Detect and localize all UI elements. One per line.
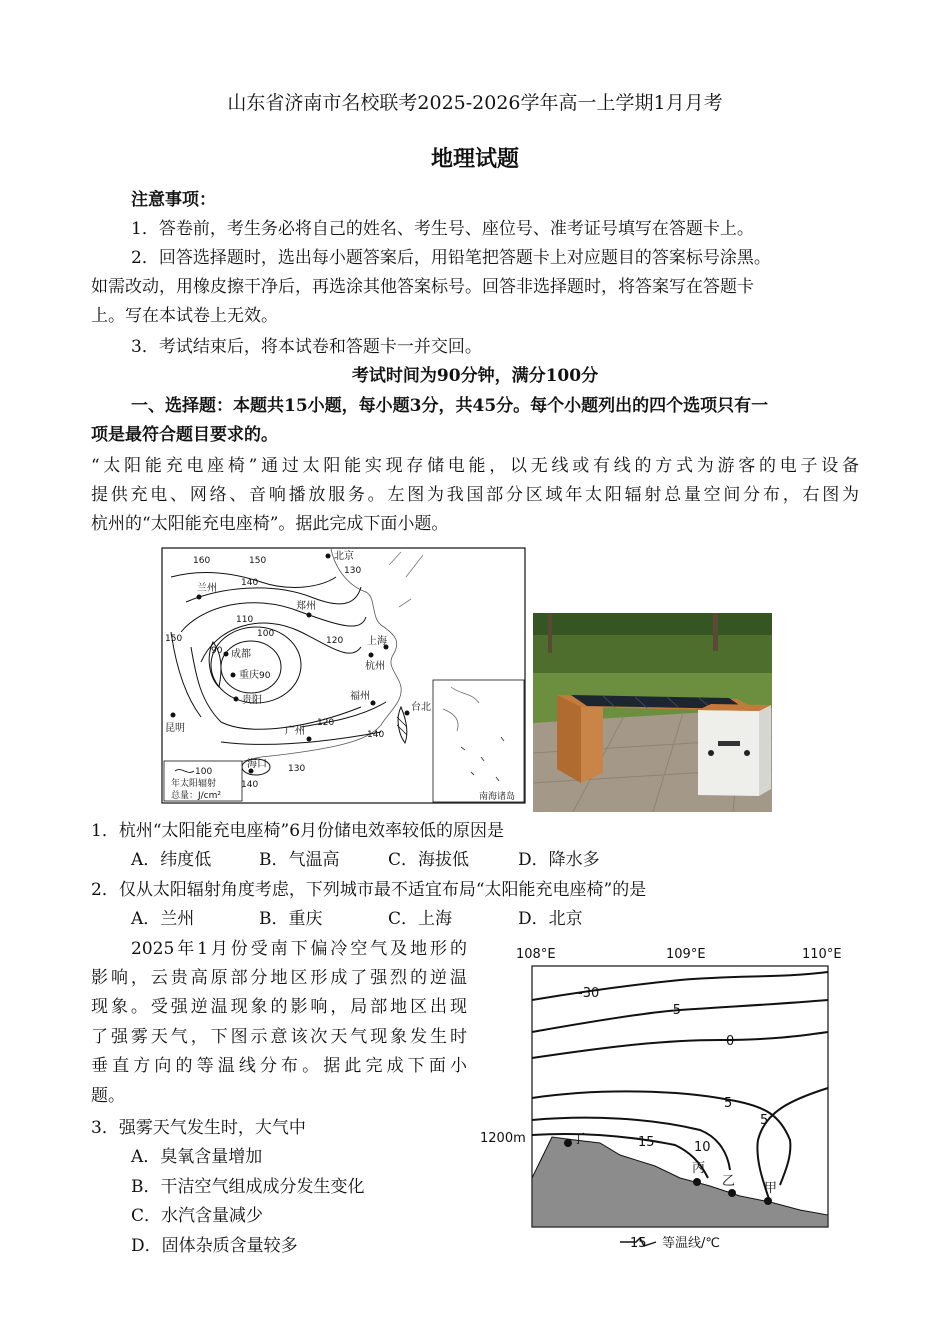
contour-130b: 130 bbox=[288, 764, 306, 774]
city-shanghai: 上海 bbox=[367, 636, 387, 647]
q2-option-b[interactable]: B．重庆 bbox=[259, 909, 323, 929]
city-chongqing: 重庆 bbox=[239, 670, 259, 681]
city-beijing: 北京 bbox=[334, 551, 354, 562]
legend-value: 100 bbox=[195, 767, 213, 777]
city-guangzhou: 广州 bbox=[285, 726, 305, 737]
contour-150: 150 bbox=[249, 556, 267, 566]
iso-five-left: 5 bbox=[724, 1096, 733, 1111]
solar-radiation-map bbox=[161, 547, 526, 804]
passage2-line1: 2025年1月份受南下偏冷空气及地形的 bbox=[131, 939, 467, 959]
contour-100: 100 bbox=[257, 629, 275, 639]
q2-option-d[interactable]: D．北京 bbox=[518, 909, 583, 929]
point-bing-dot bbox=[693, 1178, 701, 1186]
city-chengdu: 成都 bbox=[231, 649, 251, 660]
passage2-line5: 垂直方向的等温线分布。据此完成下面小 bbox=[91, 1056, 467, 1076]
passage2-line4: 了强雾天气，下图示意该次天气现象发生时 bbox=[91, 1027, 467, 1047]
inset-label: 南海诸岛 bbox=[479, 792, 516, 802]
city-dot-fuzhou bbox=[371, 701, 376, 706]
legend-line2: 总量：J/cm² bbox=[171, 791, 222, 801]
q2-option-a[interactable]: A．兰州 bbox=[131, 909, 195, 929]
notice-item-2-end: 上。写在本试卷上无效。 bbox=[91, 306, 278, 326]
city-taibei: 台北 bbox=[411, 702, 431, 713]
city-dot-taibei bbox=[405, 711, 410, 716]
point-yi-dot bbox=[728, 1189, 736, 1197]
city-dot-zhengzhou bbox=[307, 613, 312, 618]
contour-120a: 120 bbox=[326, 636, 344, 646]
passage2-line2: 影响，云贵高原部分地区形成了强烈的逆温 bbox=[91, 968, 467, 988]
lon-110: 110°E bbox=[802, 947, 842, 962]
notice-item-2-cont: 如需改动，用橡皮擦干净后，再选涂其他答案标号。回答非选择题时，将答案写在答题卡 bbox=[91, 277, 754, 297]
notice-item-1: 1．答卷前，考生务必将自己的姓名、考生号、座位号、准考证号填写在答题卡上。 bbox=[131, 219, 754, 239]
city-dot-hangzhou bbox=[369, 653, 374, 658]
passage2-line6: 题。 bbox=[91, 1086, 125, 1106]
city-dot-beijing bbox=[326, 554, 331, 559]
contour-90b: 90 bbox=[259, 671, 271, 681]
notice-heading: 注意事项： bbox=[131, 190, 216, 210]
iso-minus30: -30 bbox=[578, 986, 600, 1001]
q2-stem: 2．仅从太阳辐射角度考虑，下列城市最不适宜布局“太阳能充电座椅”的是 bbox=[91, 880, 647, 900]
city-dot-kunming bbox=[171, 713, 176, 718]
legend-num: 15 bbox=[630, 1236, 647, 1251]
contour-150b: 150 bbox=[165, 634, 183, 644]
city-dot-guiyang bbox=[234, 697, 239, 702]
q1-option-b[interactable]: B．气温高 bbox=[259, 850, 340, 870]
city-dot-lanzhou bbox=[197, 595, 202, 600]
notice-item-3: 3．考试结束后，将本试卷和答题卡一并交回。 bbox=[131, 337, 482, 357]
contour-130: 130 bbox=[344, 566, 362, 576]
city-dot-chongqing bbox=[231, 673, 236, 678]
subject-title: 地理试题 bbox=[430, 147, 519, 172]
exam-time: 考试时间为90分钟，满分100分 bbox=[351, 366, 599, 386]
exam-title: 山东省济南市名校联考2025-2026学年高一上学期1月月考 bbox=[227, 92, 723, 114]
point-ding: 丁 bbox=[572, 1132, 586, 1147]
q1-option-d[interactable]: D．降水多 bbox=[518, 850, 600, 870]
city-haikou: 海口 bbox=[247, 759, 267, 770]
q1-option-c[interactable]: C．海拔低 bbox=[388, 850, 470, 870]
point-ding-dot bbox=[564, 1139, 572, 1147]
lon-108: 108°E bbox=[516, 947, 556, 962]
passage2-line3: 现象。受强逆温现象的影响，局部地区出现 bbox=[91, 997, 467, 1017]
q2-option-c[interactable]: C．上海 bbox=[388, 909, 453, 929]
point-jia: 甲 bbox=[764, 1181, 778, 1196]
legend-text: 等温线/℃ bbox=[662, 1236, 720, 1251]
contour-120b: 120 bbox=[317, 718, 335, 728]
city-guiyang: 贵阳 bbox=[242, 695, 262, 706]
city-hangzhou: 杭州 bbox=[365, 661, 385, 672]
iso-five-right: 5 bbox=[760, 1113, 769, 1128]
q3-option-a[interactable]: A．臭氧含量增加 bbox=[131, 1147, 263, 1167]
notice-item-2: 2．回答选择题时，选出每小题答案后，用铅笔把答题卡上对应题目的答案标号涂黑。 bbox=[131, 248, 771, 268]
city-zhengzhou: 郑州 bbox=[296, 601, 316, 612]
section-heading-cont: 项是最符合题目要求的。 bbox=[91, 425, 278, 445]
q3-option-c[interactable]: C．水汽含量减少 bbox=[131, 1206, 264, 1226]
point-jia-dot bbox=[764, 1197, 772, 1205]
q1-option-a[interactable]: A．纬度低 bbox=[131, 850, 212, 870]
iso-minus5: -5 bbox=[668, 1003, 681, 1018]
contour-140b: 140 bbox=[367, 730, 385, 740]
altitude-label: 1200m bbox=[480, 1131, 526, 1146]
solar-bench-photo bbox=[533, 613, 772, 812]
city-lanzhou: 兰州 bbox=[197, 583, 217, 594]
q1-stem: 1．杭州“太阳能充电座椅”6月份储电效率较低的原因是 bbox=[91, 821, 505, 841]
iso-zero: 0 bbox=[726, 1034, 735, 1049]
contour-90a: 90 bbox=[211, 646, 223, 656]
passage1-line3: 杭州的“太阳能充电座椅”。据此完成下面小题。 bbox=[91, 514, 449, 534]
section-heading: 一、选择题：本题共15小题，每小题3分，共45分。每个小题列出的四个选项只有一 bbox=[131, 396, 769, 416]
contour-140: 140 bbox=[241, 578, 259, 588]
point-yi: 乙 bbox=[722, 1174, 736, 1189]
city-kunming: 昆明 bbox=[165, 723, 185, 734]
iso-ten: 10 bbox=[694, 1140, 711, 1155]
point-bing: 丙 bbox=[692, 1161, 706, 1176]
contour-110: 110 bbox=[236, 615, 254, 625]
contour-160: 160 bbox=[193, 556, 211, 566]
iso-fifteen: 15 bbox=[638, 1135, 655, 1150]
passage1-line1: “太阳能充电座椅”通过太阳能实现存储电能，以无线或有线的方式为游客的电子设备 bbox=[91, 456, 859, 476]
passage1-line2: 提供充电、网络、音响播放服务。左图为我国部分区域年太阳辐射总量空间分布，右图为 bbox=[91, 485, 859, 505]
q3-stem: 3．强雾天气发生时，大气中 bbox=[91, 1118, 306, 1138]
lon-109: 109°E bbox=[666, 947, 706, 962]
isotherm-diagram bbox=[480, 940, 850, 1260]
city-fuzhou: 福州 bbox=[350, 691, 370, 702]
contour-140c: 140 bbox=[241, 780, 259, 790]
q3-option-b[interactable]: B．干洁空气组成成分发生变化 bbox=[131, 1177, 365, 1197]
city-dot-chengdu bbox=[224, 652, 229, 657]
legend-line1: 年太阳辐射 bbox=[171, 779, 217, 789]
city-dot-guangzhou bbox=[307, 737, 312, 742]
q3-option-d[interactable]: D．固体杂质含量较多 bbox=[131, 1236, 298, 1256]
